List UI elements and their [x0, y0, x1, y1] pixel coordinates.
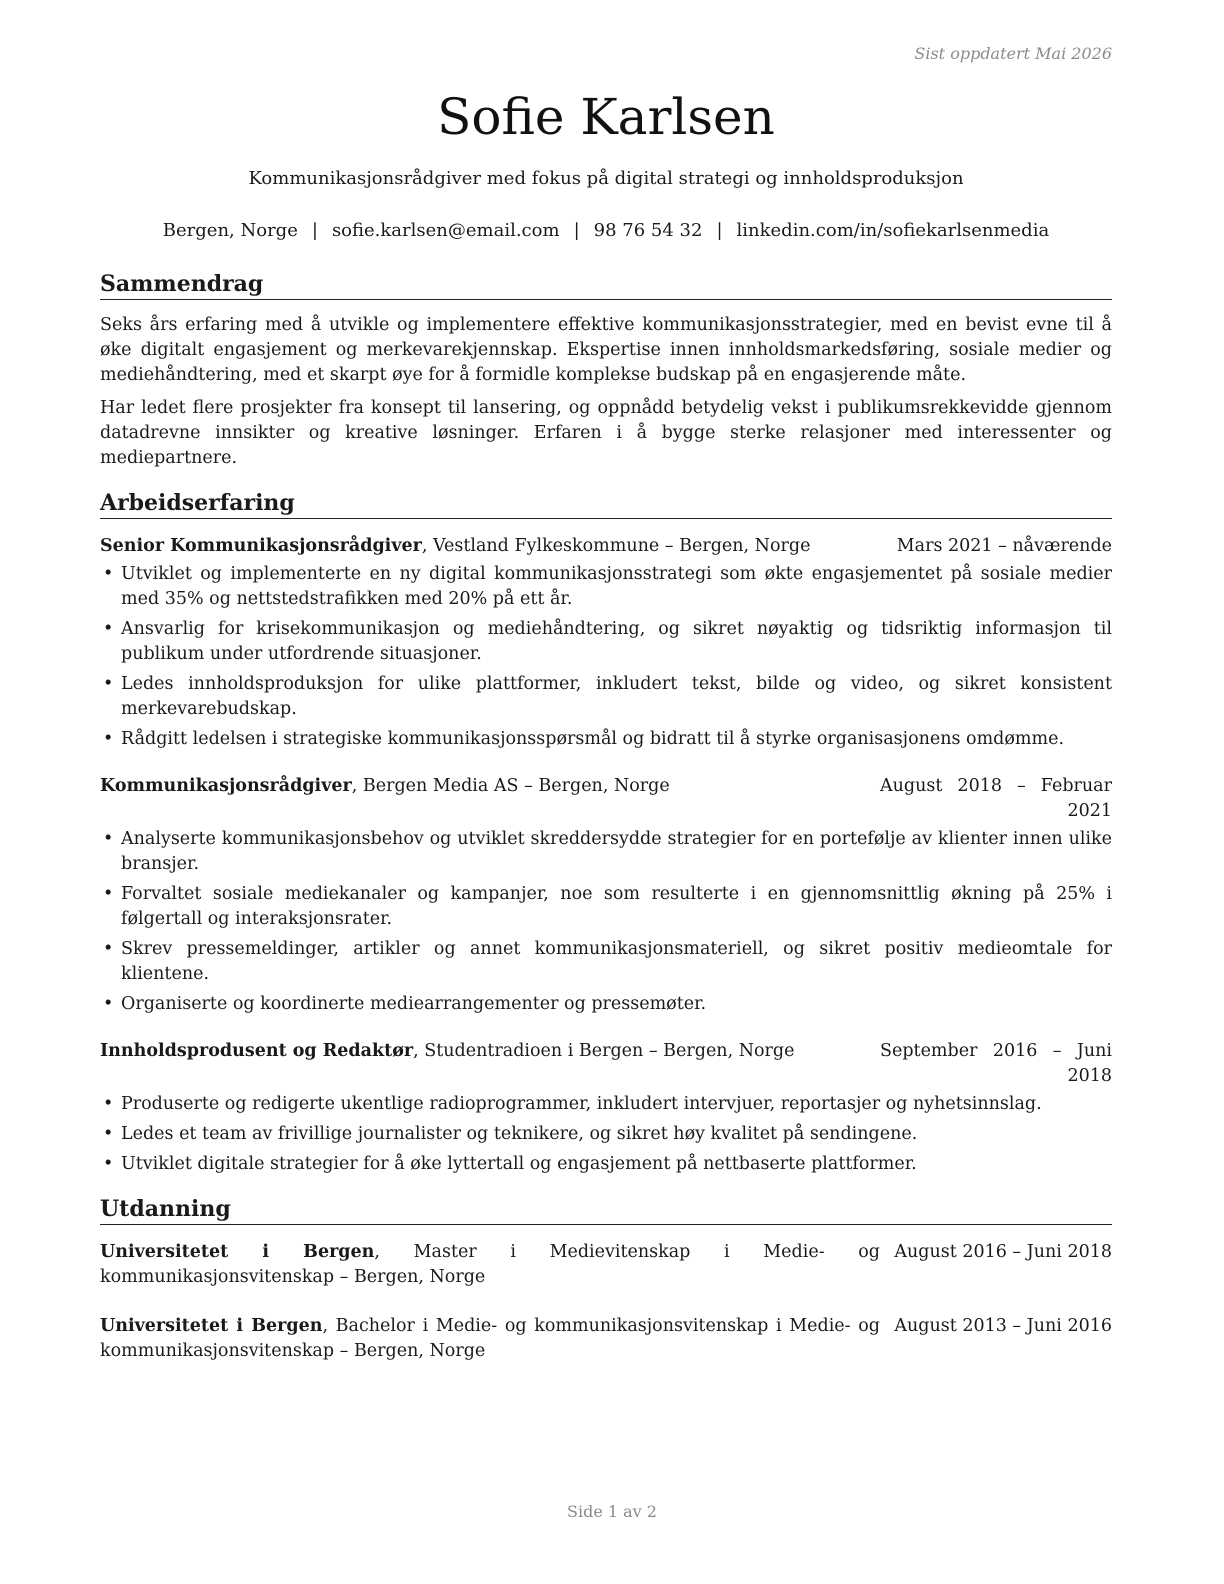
job-dates: August 2018 – Februar 2021: [880, 776, 1112, 821]
job-header: [100, 534, 1112, 559]
candidate-tagline: Kommunikasjonsrådgiver med fokus på digital strategi og innholdsproduksjon: [248, 168, 964, 189]
bullet-icon: •: [103, 1094, 114, 1114]
job-employer: , Vestland Fylkeskommune – Bergen, Norge: [421, 536, 811, 556]
list-item: [100, 562, 1112, 612]
bullet-icon: •: [103, 674, 114, 694]
bullet-text: Ledes et team av frivillige journalister og teknikere, og sikret høy kvalitet på sendingene.: [121, 1124, 918, 1144]
experience-section: [100, 489, 1112, 1177]
bullet-text: Organiserte og koordinerte mediearrangementer og pressemøter.: [121, 994, 707, 1014]
bullet-icon: •: [103, 729, 114, 749]
summary-paragraph: Seks års erfaring med å utvikle og implementere effektive kommunikasjonsstrategier, med en bevist evne til å øke digitalt engasjement og merkevarekjennskap. Ekspertise innen innholdsmarkedsføring, sosiale medier og mediehåndtering, med et skarpt øye for å formidle komplekse budskap på en engasjerende måte.: [100, 315, 1112, 385]
bullet-text: Utviklet digitale strategier for å øke lyttertall og engasjement på nettbaserte plattformer.: [121, 1154, 917, 1174]
education-entry: [100, 1240, 1112, 1290]
contact-phone[interactable]: 98 76 54 32: [593, 220, 703, 241]
section-title-experience: Arbeidserfaring: [100, 489, 1112, 519]
education-entry: [100, 1314, 1112, 1364]
contact-location: Bergen, Norge: [162, 220, 298, 241]
job-dates: September 2016 – Juni 2018: [880, 1041, 1112, 1086]
list-item: [100, 882, 1112, 932]
bullet-icon: •: [103, 1124, 114, 1144]
bullet-text: Utviklet og implementerte en ny digital kommunikasjonsstrategi som økte engasjementet på sosiale medier med 35% og nettstedstrafikken med 20% på ett år.: [121, 564, 1112, 609]
list-item: [100, 827, 1112, 877]
resume-page: [100, 0, 1112, 1584]
job-employer: , Studentradioen i Bergen – Bergen, Norge: [413, 1041, 795, 1061]
job-role: Kommunikasjonsrådgiver: [100, 776, 352, 796]
list-item: [100, 937, 1112, 987]
education-degree: , Bachelor i Medie- og kommunikasjonsvitenskap i Medie- og kommunikasjonsvitenskap – Bergen, Norge: [100, 1316, 880, 1361]
list-item: [100, 1092, 1112, 1117]
education-school: Universitetet i Bergen: [100, 1242, 375, 1262]
contact-separator: |: [573, 220, 580, 241]
job-entry: [100, 774, 1112, 1017]
job-title-line: [100, 1039, 862, 1089]
bullet-icon: •: [103, 829, 114, 849]
contact-email[interactable]: sofie.karlsen@email.com: [331, 220, 560, 241]
list-item: [100, 727, 1112, 752]
job-bullets: [100, 1092, 1112, 1177]
education-dates: August 2016 – Juni 2018: [894, 1242, 1112, 1262]
job-header: [100, 774, 1112, 824]
contact-separator: |: [311, 220, 318, 241]
candidate-name: Sofie Karlsen: [437, 88, 775, 146]
list-item: [100, 617, 1112, 667]
education-school: Universitetet i Bergen: [100, 1316, 323, 1336]
contact-linkedin[interactable]: linkedin.com/in/sofiekarlsenmedia: [736, 220, 1050, 241]
job-bullets: [100, 827, 1112, 1017]
list-item: [100, 992, 1112, 1017]
bullet-text: Skrev pressemeldinger, artikler og annet kommunikasjonsmateriell, og sikret positiv medieomtale for klientene.: [121, 939, 1112, 984]
job-bullets: [100, 562, 1112, 752]
bullet-icon: •: [103, 619, 114, 639]
list-item: [100, 1122, 1112, 1147]
last-updated: Sist oppdatert Mai 2026: [914, 44, 1112, 63]
resume-content: [100, 270, 1112, 1364]
education-dates: August 2013 – Juni 2016: [894, 1316, 1112, 1336]
bullet-text: Produserte og redigerte ukentlige radioprogrammer, inkludert intervjuer, reportasjer og nyhetsinnslag.: [121, 1094, 1042, 1114]
bullet-icon: •: [103, 939, 114, 959]
bullet-icon: •: [103, 994, 114, 1014]
job-role: Innholdsprodusent og Redaktør: [100, 1041, 414, 1061]
page-number: Side 1 av 2: [567, 1502, 657, 1521]
bullet-text: Analyserte kommunikasjonsbehov og utviklet skreddersydde strategier for en portefølje av klienter innen ulike bransjer.: [121, 829, 1112, 874]
contact-separator: |: [716, 220, 723, 241]
job-entry: [100, 1039, 1112, 1177]
job-employer: , Bergen Media AS – Bergen, Norge: [351, 776, 670, 796]
bullet-text: Rådgitt ledelsen i strategiske kommunikasjonsspørsmål og bidratt til å styrke organisasjonens omdømme.: [121, 729, 1065, 749]
bullet-text: Ledes innholdsproduksjon for ulike plattformer, inkludert tekst, bilde og video, og sikret konsistent merkevarebudskap.: [121, 674, 1112, 719]
bullet-icon: •: [103, 1154, 114, 1174]
bullet-icon: •: [103, 884, 114, 904]
education-title-line: [100, 1240, 880, 1290]
job-header: [100, 1039, 1112, 1089]
education-degree: , Master i Medievitenskap i Medie- og kommunikasjonsvitenskap – Bergen, Norge: [100, 1242, 880, 1287]
job-entry: [100, 534, 1112, 752]
contact-line: [100, 219, 1112, 243]
section-title-education: Utdanning: [100, 1195, 1112, 1225]
bullet-icon: •: [103, 564, 114, 584]
summary-paragraph: Har ledet flere prosjekter fra konsept til lansering, og oppnådd betydelig vekst i publikumsrekkevidde gjennom datadrevne innsikter og kreative løsninger. Erfaren i å bygge sterke relasjoner med interessenter og mediepartnere.: [100, 398, 1112, 468]
bullet-text: Ansvarlig for krisekommunikasjon og mediehåndtering, og sikret nøyaktig og tidsriktig informasjon til publikum under utfordrende situasjoner.: [121, 619, 1112, 664]
education-title-line: [100, 1314, 880, 1364]
education-section: [100, 1195, 1112, 1364]
list-item: [100, 1152, 1112, 1177]
job-title-line: [100, 534, 879, 559]
job-dates: Mars 2021 – nåværende: [896, 536, 1112, 556]
job-title-line: [100, 774, 862, 824]
bullet-text: Forvaltet sosiale mediekanaler og kampanjer, noe som resulterte i en gjennomsnittlig økning på 25% i følgertall og interaksjonsrater.: [121, 884, 1112, 929]
section-title-summary: Sammendrag: [100, 270, 1112, 300]
summary-section: [100, 270, 1112, 471]
job-role: Senior Kommunikasjonsrådgiver: [100, 536, 422, 556]
list-item: [100, 672, 1112, 722]
